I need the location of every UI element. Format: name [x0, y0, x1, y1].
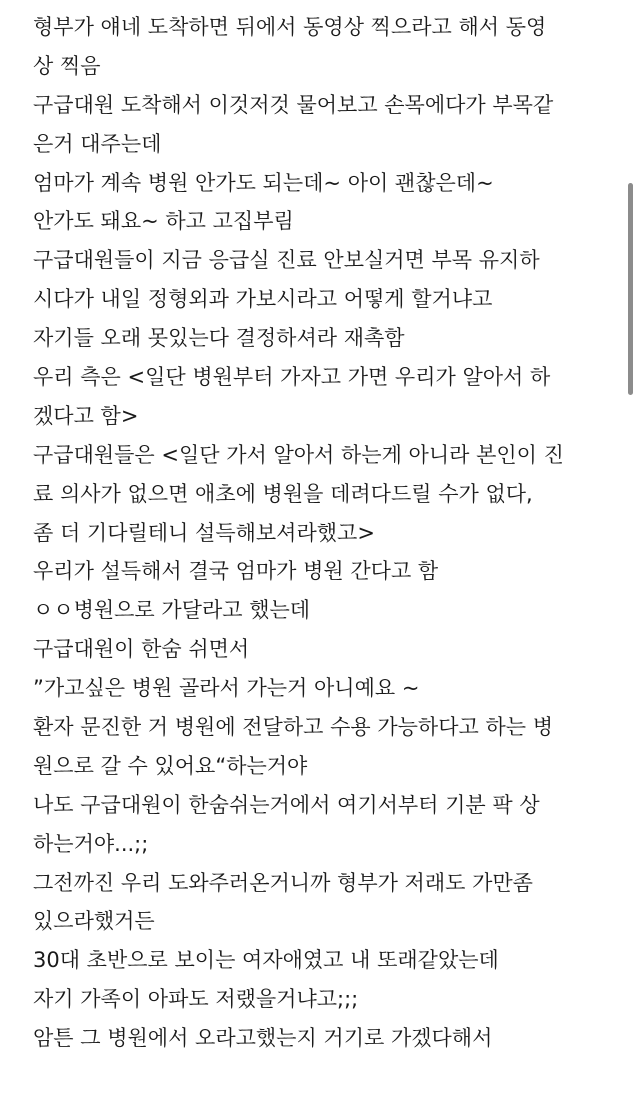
- post-text-line: 30대 초반으로 보이는 여자애였고 내 또래같았는데: [33, 948, 499, 973]
- post-text-line: 자기들 오래 못있는다 결정하셔라 재촉함: [33, 326, 405, 351]
- post-text-line: 은거 대주는데: [33, 131, 162, 156]
- post-text-line: 엄마가 계속 병원 안가도 되는데~ 아이 괜찮은데~: [33, 170, 494, 195]
- post-text-line: 암튼 그 병원에서 오라고했는지 거기로 가겠다해서: [33, 1026, 493, 1051]
- post-text-line: 있으라했거든: [33, 909, 155, 934]
- post-text-line: ”가고싶은 병원 골라서 가는거 아니예요 ~: [33, 676, 420, 701]
- post-text-line: 상 찍음: [33, 53, 101, 78]
- post-text-line: 구급대원 도착해서 이것저것 물어보고 손목에다가 부목같: [33, 92, 554, 117]
- post-text-line: 구급대원이 한숨 쉬면서: [33, 637, 250, 662]
- post-text-line: 겠다고 함>: [33, 403, 139, 428]
- post-text-line: 형부가 얘네 도착하면 뒤에서 동영상 찍으라고 해서 동영: [33, 15, 547, 39]
- post-text-line: 구급대원들은 <일단 가서 알아서 하는게 아니라 본인이 진: [33, 442, 564, 467]
- post-text-line: 구급대원들이 지금 응급실 진료 안보실거면 부목 유지하: [33, 248, 540, 273]
- post-text-line: 료 의사가 없으면 애초에 병원을 데려다드릴 수가 없다,: [33, 481, 533, 506]
- post-text-line: 나도 구급대원이 한숨쉬는거에서 여기서부터 기분 팍 상: [33, 792, 540, 817]
- post-text-line: 좀 더 기다릴테니 설득해보셔라했고>: [33, 520, 375, 545]
- post-text-line: ㅇㅇ병원으로 가달라고 했는데: [33, 598, 311, 623]
- post-text-line: 하는거야...;;: [33, 831, 149, 856]
- post-text-line: 원으로 갈 수 있어요“하는거야: [33, 753, 308, 778]
- post-text-line: 그전까진 우리 도와주러온거니까 형부가 저래도 가만좀: [33, 870, 533, 895]
- scrollbar-thumb[interactable]: [628, 183, 633, 395]
- post-text-line: 안가도 돼요~ 하고 고집부림: [33, 209, 294, 234]
- post-text-line: 자기 가족이 아파도 저랬을거냐고;;;: [33, 987, 359, 1012]
- post-text-line: 환자 문진한 거 병원에 전달하고 수용 가능하다고 하는 병: [33, 715, 553, 740]
- post-body: [33, 8, 613, 1058]
- post-text-line: 우리가 설득해서 결국 엄마가 병원 간다고 함: [33, 559, 439, 584]
- post-text-line: 우리 측은 <일단 병원부터 가자고 가면 우리가 알아서 하: [33, 365, 551, 390]
- post-text-line: 시다가 내일 정형외과 가보시라고 어떻게 할거냐고: [33, 287, 493, 312]
- bottom-fade: [0, 1087, 640, 1105]
